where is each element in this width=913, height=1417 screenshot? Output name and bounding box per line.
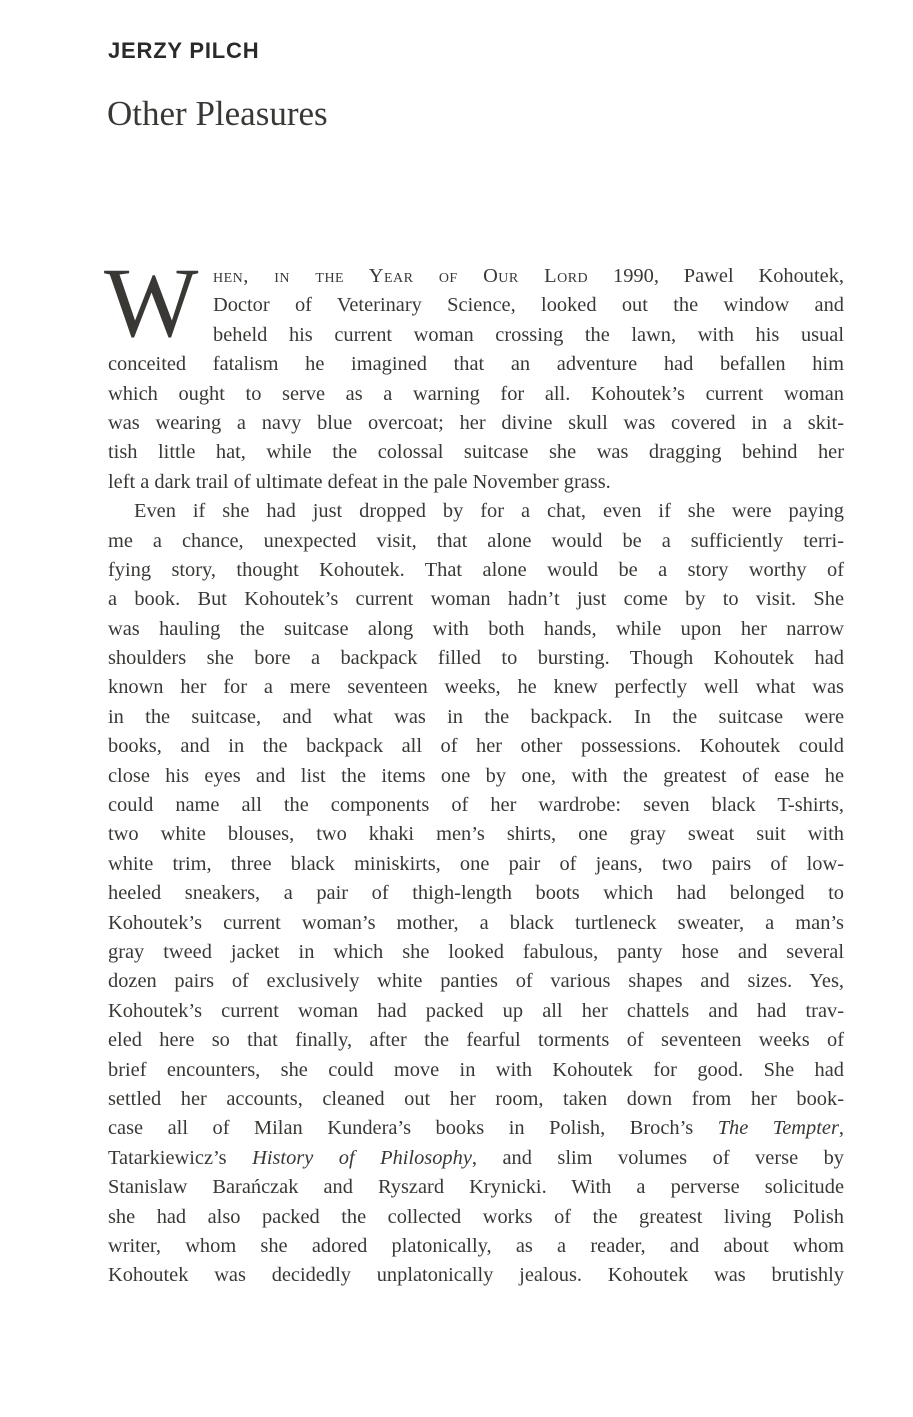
text-line: fying story, thought Kohoutek. That alone would be a story worthy of [108,558,844,581]
text-line: could name all the components of her wardrobe: seven black T-shirts, [108,794,844,817]
text-line: known her for a mere seventeen weeks, he knew perfectly well what was [108,676,844,699]
chapter-title: Other Pleasures [107,94,328,133]
small-caps-opening: hen, in the Year of Our Lord [213,265,589,287]
text-line: which ought to serve as a warning for all. Kohoutek’s current woman [108,382,844,405]
text-line: beheld his current woman crossing the lawn, with his usual [213,323,844,346]
book-title-italic: History of Philosophy [252,1146,472,1169]
oldstyle-year: 1990 [613,265,654,287]
text-line: white trim, three black miniskirts, one pair of jeans, two pairs of low- [108,852,844,875]
drop-cap: W [104,247,199,358]
text-line: eled here so that finally, after the fearful torments of seventeen weeks of [108,1029,844,1052]
text-line: settled her accounts, cleaned out her room, taken down from her book- [108,1087,844,1110]
text-line: writer, whom she adored platonically, as a reader, and about whom [108,1234,844,1257]
author-name: JERZY PILCH [108,38,260,63]
text-line: case all of Milan Kundera’s books in Polish, Broch’s The Tempter, [108,1117,844,1140]
text-line: she had also packed the collected works of the greatest living Polish [108,1205,844,1228]
text-line: Even if she had just dropped by for a chat, even if she were paying [134,500,844,523]
text-line: conceited fatalism he imagined that an adventure had befallen him [108,353,844,376]
text-line: books, and in the backpack all of her other possessions. Kohoutek could [108,735,844,758]
text-line: left a dark trail of ultimate defeat in the pale November grass. [108,470,611,493]
text-line: was hauling the suitcase along with both hands, while upon her narrow [108,617,844,640]
text-line: Kohoutek’s current woman’s mother, a black turtleneck sweater, a man’s [108,911,844,934]
text-line: close his eyes and list the items one by one, with the greatest of ease he [108,764,844,787]
book-title-italic: The Tempter [717,1117,839,1140]
text-line: heeled sneakers, a pair of thigh-length boots which had belonged to [108,882,844,905]
text-line: shoulders she bore a backpack filled to bursting. Though Kohoutek had [108,647,844,670]
text-line: me a chance, unexpected visit, that alone would be a sufficiently terri- [108,529,844,552]
body-text [104,247,845,1291]
text-line: gray tweed jacket in which she looked fabulous, panty hose and several [108,940,844,963]
text-line: a book. But Kohoutek’s current woman hadn’t just come by to visit. She [108,588,844,611]
text-line: brief encounters, she could move in with Kohoutek for good. She had [108,1058,844,1081]
text-line: Doctor of Veterinary Science, looked out the window and [213,294,844,317]
text-line: Stanislaw Barańczak and Ryszard Krynicki. With a perverse solicitude [108,1176,844,1199]
text-line: tish little hat, while the colossal suitcase she was dragging behind her [108,441,844,464]
text-line: Kohoutek was decidedly unplatonically jealous. Kohoutek was brutishly [108,1264,844,1287]
text-line: two white blouses, two khaki men’s shirts, one gray sweat suit with [108,823,844,846]
text-line: hen, in the Year of Our Lord 1990, Pawel Kohoutek, [213,265,845,287]
text-line: Kohoutek’s current woman had packed up all her chattels and had trav- [108,999,844,1022]
text-line: Tatarkiewicz’s History of Philosophy, and slim volumes of verse by [108,1146,845,1169]
text-line: was wearing a navy blue overcoat; her divine skull was covered in a skit- [108,411,844,434]
text-line: dozen pairs of exclusively white panties of various shapes and sizes. Yes, [108,970,844,993]
text-line: in the suitcase, and what was in the backpack. In the suitcase were [108,705,844,728]
